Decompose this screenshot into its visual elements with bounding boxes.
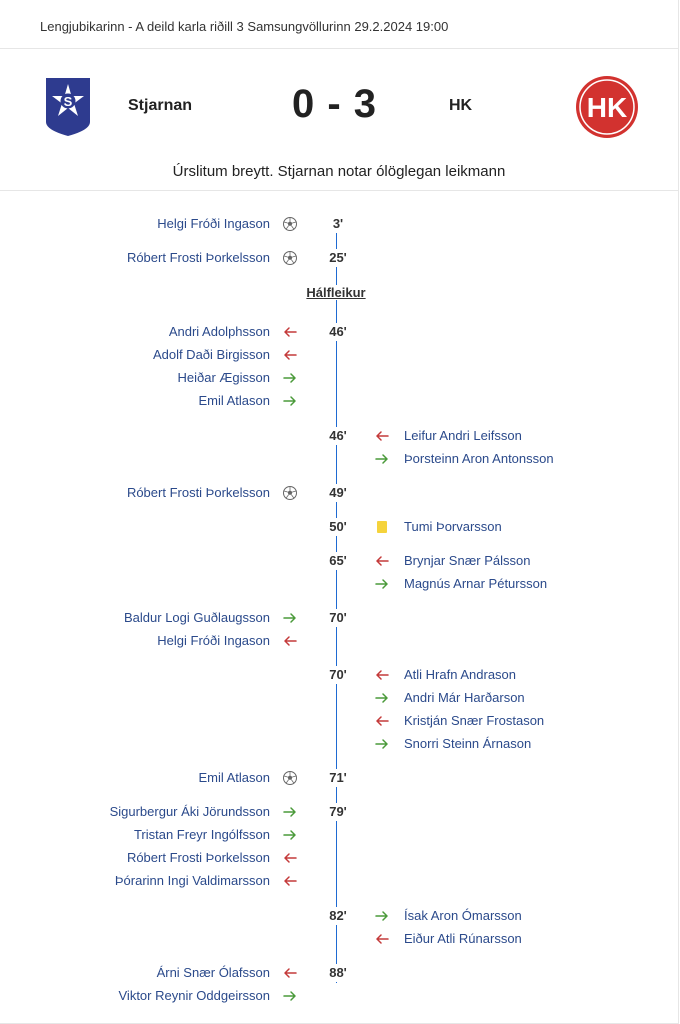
player-name-link[interactable]: Ísak Aron Ómarsson	[404, 908, 522, 923]
match-info-text: Lengjubikarinn - A deild karla riðill 3 Samsungvöllurinn 29.2.2024 19:00	[40, 19, 449, 34]
event-row-away	[0, 427, 678, 445]
svg-text:HK: HK	[586, 92, 628, 123]
event-row-home	[0, 964, 678, 982]
event-row-home	[0, 769, 678, 787]
event-row-away	[0, 689, 678, 707]
event-minute: 70'	[320, 666, 356, 684]
event-minute: 65'	[320, 552, 356, 570]
player-name-link[interactable]: Viktor Reynir Oddgeirsson	[118, 988, 270, 1003]
goal-ball-icon	[282, 250, 298, 266]
sub-in-arrow-icon	[374, 736, 390, 752]
event-minute: 49'	[320, 484, 356, 502]
scoreboard	[0, 49, 679, 191]
event-minute: 46'	[320, 323, 356, 341]
hk-logo-icon	[575, 75, 639, 139]
sub-in-arrow-icon	[374, 908, 390, 924]
player-name-link[interactable]: Helgi Fróði Ingason	[157, 633, 270, 648]
sub-in-arrow-icon	[374, 690, 390, 706]
yellow-card-icon	[374, 519, 390, 535]
player-name-link[interactable]: Róbert Frosti Þorkelsson	[126, 250, 270, 265]
sub-out-arrow-icon	[282, 873, 298, 889]
sub-in-arrow-icon	[282, 610, 298, 626]
event-minute: 71'	[320, 769, 356, 787]
player-name-link[interactable]: Árni Snær Ólafsson	[156, 965, 270, 980]
sub-in-arrow-icon	[374, 451, 390, 467]
player-name-link[interactable]: Helgi Fróði Ingason	[157, 216, 270, 231]
sub-out-arrow-icon	[374, 931, 390, 947]
sub-out-arrow-icon	[374, 553, 390, 569]
sub-in-arrow-icon	[282, 988, 298, 1004]
sub-out-arrow-icon	[282, 633, 298, 649]
result-notice: Úrslitum breytt. Stjarnan notar ólöglegan leikmann	[172, 163, 506, 180]
event-row-home	[0, 484, 678, 502]
sub-in-arrow-icon	[282, 370, 298, 386]
player-name-link[interactable]: Tumi Þorvarsson	[404, 519, 502, 534]
event-row-home	[0, 323, 678, 341]
event-minute: 50'	[320, 518, 356, 536]
event-minute: 46'	[320, 427, 356, 445]
player-name-link[interactable]: Róbert Frosti Þorkelsson	[126, 485, 270, 500]
event-row-home	[0, 826, 678, 844]
event-row-away	[0, 450, 678, 468]
event-row-home	[0, 249, 678, 267]
event-timeline	[0, 191, 679, 1024]
event-row-home	[0, 392, 678, 410]
event-minute: 25'	[320, 249, 356, 267]
player-name-link[interactable]: Emil Atlason	[198, 770, 270, 785]
event-row-away	[0, 907, 678, 925]
match-header	[0, 0, 679, 49]
event-minute: 79'	[320, 803, 356, 821]
event-row-home	[0, 803, 678, 821]
event-row-home	[0, 609, 678, 627]
player-name-link[interactable]: Kristján Snær Frostason	[404, 713, 545, 728]
player-name-link[interactable]: Snorri Steinn Árnason	[404, 736, 532, 751]
sub-in-arrow-icon	[282, 393, 298, 409]
sub-out-arrow-icon	[374, 428, 390, 444]
event-row-home	[0, 987, 678, 1005]
player-name-link[interactable]: Þorsteinn Aron Antonsson	[404, 451, 554, 466]
player-name-link[interactable]: Brynjar Snær Pálsson	[404, 553, 531, 568]
match-score: 0 - 3	[292, 82, 378, 126]
player-name-link[interactable]: Emil Atlason	[198, 393, 270, 408]
home-team-name: Stjarnan	[128, 97, 193, 114]
sub-in-arrow-icon	[282, 827, 298, 843]
event-row-away	[0, 666, 678, 684]
player-name-link[interactable]: Þórarinn Ingi Valdimarsson	[114, 873, 270, 888]
away-team-name: HK	[449, 97, 473, 114]
sub-out-arrow-icon	[282, 965, 298, 981]
halftime-label	[0, 285, 672, 300]
event-row-away	[0, 712, 678, 730]
sub-in-arrow-icon	[282, 804, 298, 820]
sub-out-arrow-icon	[282, 347, 298, 363]
player-name-link[interactable]: Tristan Freyr Ingólfsson	[133, 827, 270, 842]
goal-ball-icon	[282, 216, 298, 232]
sub-out-arrow-icon	[374, 667, 390, 683]
player-name-link[interactable]: Atli Hrafn Andrason	[404, 667, 517, 682]
player-name-link[interactable]: Eiður Atli Rúnarsson	[404, 931, 522, 946]
player-name-link[interactable]: Sigurbergur Áki Jörundsson	[109, 804, 270, 819]
event-row-away	[0, 930, 678, 948]
event-row-away	[0, 575, 678, 593]
event-row-home	[0, 215, 678, 233]
event-minute: 82'	[320, 907, 356, 925]
event-minute: 70'	[320, 609, 356, 627]
event-row-home	[0, 632, 678, 650]
event-row-away	[0, 735, 678, 753]
sub-out-arrow-icon	[282, 324, 298, 340]
goal-ball-icon	[282, 485, 298, 501]
event-minute: 3'	[320, 215, 356, 233]
sub-out-arrow-icon	[374, 713, 390, 729]
sub-out-arrow-icon	[282, 850, 298, 866]
event-row-home	[0, 369, 678, 387]
player-name-link[interactable]: Baldur Logi Guðlaugsson	[124, 610, 270, 625]
goal-ball-icon	[282, 770, 298, 786]
event-row-home	[0, 872, 678, 890]
halftime-text: Hálfleikur	[306, 285, 366, 300]
player-name-link[interactable]: Heiðar Ægisson	[177, 370, 270, 385]
event-row-away	[0, 552, 678, 570]
player-name-link[interactable]: Andri Már Harðarson	[404, 690, 525, 705]
player-name-link[interactable]: Andri Adolphsson	[168, 324, 270, 339]
player-name-link[interactable]: Róbert Frosti Þorkelsson	[126, 850, 270, 865]
event-row-home	[0, 849, 678, 867]
event-row-away	[0, 518, 678, 536]
event-row-home	[0, 346, 678, 364]
event-minute: 88'	[320, 964, 356, 982]
player-name-link[interactable]: Magnús Arnar Pétursson	[404, 576, 548, 591]
player-name-link[interactable]: Adolf Daði Birgisson	[152, 347, 270, 362]
player-name-link[interactable]: Leifur Andri Leifsson	[404, 428, 522, 443]
stjarnan-logo-icon	[44, 76, 92, 138]
sub-in-arrow-icon	[374, 576, 390, 592]
svg-text:S: S	[63, 94, 73, 109]
